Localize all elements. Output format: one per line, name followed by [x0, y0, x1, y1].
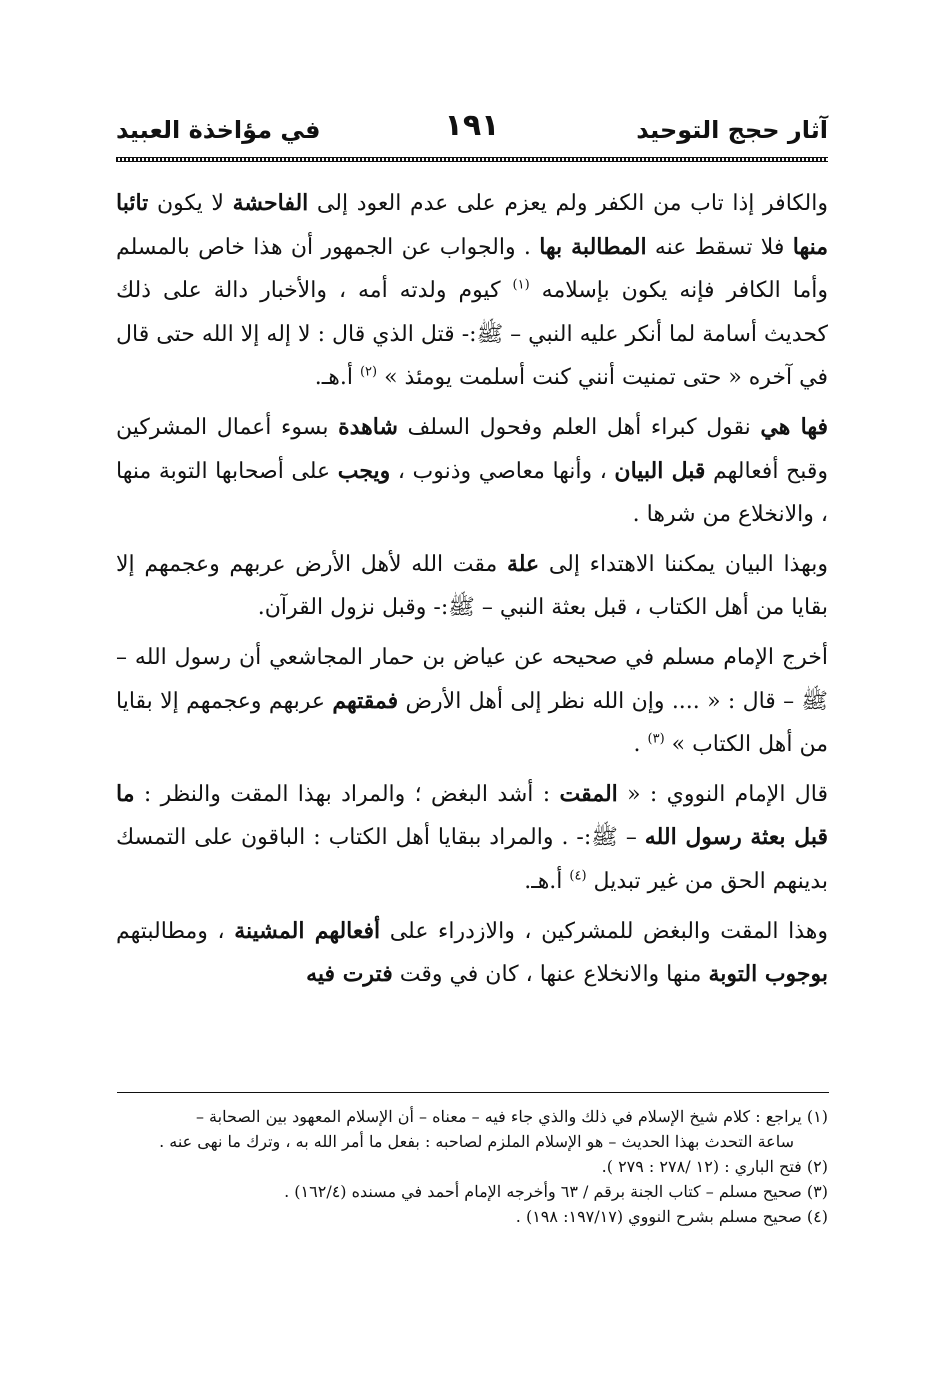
paragraph-4: أخرج الإمام مسلم في صحيحه عن عياض بن حمار المجاشعي أن رسول الله – ﷺ – قال : « .... وإن الله نظر إلى أهل الأرض فمقتهم عربهم وعجمهم إلا بقايا من أهل الكتاب » $^{(٣)}$ . — [116, 644, 829, 758]
footnote-ref-4: (٤) — [569, 868, 587, 884]
header-divider — [116, 157, 828, 162]
footnote-3: (٣) صحيح مسلم – كتاب الجنة برقم / ٦٣ وأخرجه الإمام أحمد في مسنده (١٦٢/٤) . — [284, 1182, 828, 1201]
emphasis: ويجب — [337, 457, 391, 484]
emphasis: تائبا منها — [116, 190, 829, 260]
footnote-4: (٤) صحيح مسلم بشرح النووي (١٩٧/١٧: ١٩٨) . — [515, 1207, 828, 1226]
emphasis: فمقتهم — [332, 687, 399, 714]
page-header — [116, 108, 828, 158]
paragraph-2: فها هي نقول كبراء أهل العلم وفحول السلف شاهدة بسوء أعمال المشركين وقبح أفعالهم قبل البيان ، وأنها معاصي وذنوب ، ويجب على أصحابها التوبة منها ، والانخلاع من شرها . — [116, 413, 828, 528]
paragraph-1: والكافر إذا تاب من الكفر ولم يعزم على عدم العود إلى الفاحشة لا يكون تائبا منها فلا تسقط عنه المطالبة بها . والجواب عن الجمهور أن هذا خاص بالمسلم وأما الكافر فإنه يكون بإسلامه $^{(١)}$ كيوم ولدته أمه ، والأخبار دالة على ذلك كحديث أسامة لما أنكر عليه النبي – ﷺ:- قتل الذي قال : لا إله إلا الله حتى قال في آخره « حتى تمنيت أنني كنت أسلمت يومئذ » $^{(٢)}$ أ.هـ. — [116, 190, 829, 391]
emphasis: فها هي — [760, 413, 828, 440]
footnote-2: (٢) فتح الباري : (١٢ /٢٧٨ : ٢٧٩ ). — [601, 1157, 828, 1176]
main-text — [116, 182, 828, 997]
emphasis: شاهدة — [338, 413, 398, 440]
paragraph-5: قال الإمام النووي : « المقت : أشد البغض ؛ والمراد بهذا المقت والنظر : ما قبل بعثة رسول الله – ﷺ:- . والمراد ببقايا أهل الكتاب : الباقون على التمسك بدينهم الحق من غير تبديل $^{(٤)}$ أ.هـ. — [116, 780, 828, 894]
footnote-divider — [117, 1092, 829, 1093]
emphasis: فترت فيه — [306, 961, 393, 988]
paragraph-3: وبهذا البيان يمكننا الاهتداء إلى علة مقت الله لأهل الأرض عربهم وعجمهم إلا بقايا من أهل الكتاب ، قبل بعثة النبي – ﷺ:- وقبل نزول القرآن. — [116, 550, 828, 621]
emphasis: بوجوب التوبة — [708, 961, 828, 988]
emphasis: المقت — [559, 780, 618, 807]
emphasis: قبل البيان — [614, 457, 706, 484]
paragraph-6: وهذا المقت والبغض للمشركين ، والازدراء على أفعالهم المشينة ، ومطالبتهم بوجوب التوبة منها والانخلاع عنها ، كان في وقت فترت فيه — [116, 917, 828, 988]
page-number: ١٩١ — [444, 108, 500, 143]
emphasis: ما قبل بعثة رسول الله — [116, 780, 828, 851]
emphasis: أفعالهم المشينة — [234, 917, 381, 944]
footnote-1: (١) يراجع : كلام شيخ الإسلام في ذلك والذي جاء فيه – معناه – أن الإسلام المعهود بين الصحابة – — [195, 1107, 828, 1126]
emphasis: المطالبة بها — [539, 233, 647, 260]
footnote-ref-1: (١) — [512, 277, 530, 293]
emphasis: الفاحشة — [232, 190, 309, 216]
footnote-ref-2: (٢) — [359, 365, 378, 381]
emphasis: علة — [506, 550, 540, 577]
footnote-ref-3: (٣) — [647, 731, 665, 747]
running-book-title: آثار حجج التوحيد — [636, 116, 828, 144]
footnote-1-continued: ساعة التحدث بهذا الحديث – هو الإسلام الملزم لصاحبه : بفعل ما أمر الله به ، وترك ما نهى عنه . — [159, 1132, 794, 1151]
footnotes — [116, 1104, 828, 1229]
running-section-title: في مؤاخذة العبيد — [116, 116, 321, 144]
